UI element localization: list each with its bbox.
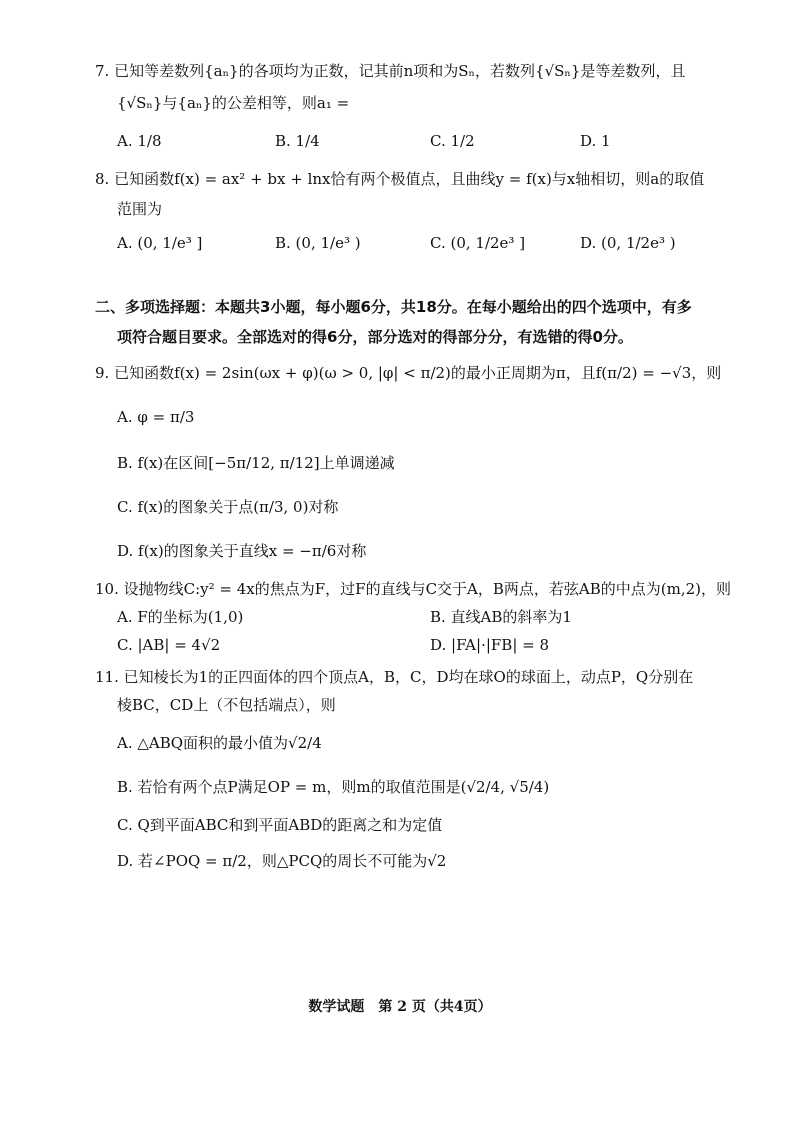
q10-option-b: B. 直线AB的斜率为1: [430, 608, 572, 626]
q7-option-a: A. 1/8: [117, 132, 162, 150]
q9-option-c: C. f(x)的图象关于点(π/3, 0)对称: [117, 498, 339, 516]
q10-option-a: A. F的坐标为(1,0): [117, 608, 244, 626]
q11-stem-line-1: 11. 已知棱长为1的正四面体的四个顶点A，B，C，D均在球O的球面上，动点P，Q分别在: [95, 668, 694, 686]
q10-option-d: D. |FA|·|FB| = 8: [430, 636, 550, 654]
page-footer: 数学试题 第 2 页（共4页）: [308, 999, 492, 1015]
q8-stem-line-1: 8. 已知函数f(x) = ax² + bx + lnx恰有两个极值点，且曲线y = f(x)与x轴相切，则a的取值: [95, 170, 705, 188]
q7-stem-line-2: {√Sₙ}与{aₙ}的公差相等，则a₁ =: [117, 94, 350, 112]
q11-option-a: A. △ABQ面积的最小值为√2/4: [117, 734, 322, 752]
q9-option-d: D. f(x)的图象关于直线x = −π/6对称: [117, 542, 367, 560]
q9-option-b: B. f(x)在区间[−5π/12, π/12]上单调递减: [117, 454, 395, 472]
q7-option-c: C. 1/2: [430, 132, 475, 150]
section-2-heading-line-2: 项符合题目要求。全部选对的得6分，部分选对的得部分分，有选错的得0分。: [117, 328, 633, 346]
q8-option-a: A. (0, 1/e³ ]: [117, 234, 203, 252]
q11-option-d: D. 若∠POQ = π/2，则△PCQ的周长不可能为√2: [117, 852, 447, 870]
q7-stem-line-1: 7. 已知等差数列{aₙ}的各项均为正数，记其前n项和为Sₙ，若数列{√Sₙ}是等差数列，且: [95, 62, 686, 80]
q9-option-a: A. φ = π/3: [117, 408, 195, 426]
q11-option-b: B. 若恰有两个点P满足OP = m，则m的取值范围是(√2/4, √5/4): [117, 778, 550, 796]
q9-stem: 9. 已知函数f(x) = 2sin(ωx + φ)(ω > 0, |φ| < π/2)的最小正周期为π，且f(π/2) = −√3，则: [95, 364, 722, 382]
q8-option-c: C. (0, 1/2e³ ]: [430, 234, 526, 252]
q11-stem-line-2: 棱BC，CD上（不包括端点），则: [117, 696, 336, 714]
section-2-heading-line-1: 二、多项选择题：本题共3小题，每小题6分，共18分。在每小题给出的四个选项中，有多: [95, 298, 692, 316]
q7-option-d: D. 1: [580, 132, 611, 150]
q7-option-b: B. 1/4: [275, 132, 320, 150]
q8-stem-line-2: 范围为: [117, 200, 163, 218]
q8-option-b: B. (0, 1/e³ ): [275, 234, 361, 252]
q10-option-c: C. |AB| = 4√2: [117, 636, 221, 654]
q11-option-c: C. Q到平面ABC和到平面ABD的距离之和为定值: [117, 816, 443, 834]
q8-option-d: D. (0, 1/2e³ ): [580, 234, 676, 252]
q10-stem: 10. 设抛物线C:y² = 4x的焦点为F，过F的直线与C交于A，B两点，若弦AB的中点为(m,2)，则: [95, 580, 731, 598]
